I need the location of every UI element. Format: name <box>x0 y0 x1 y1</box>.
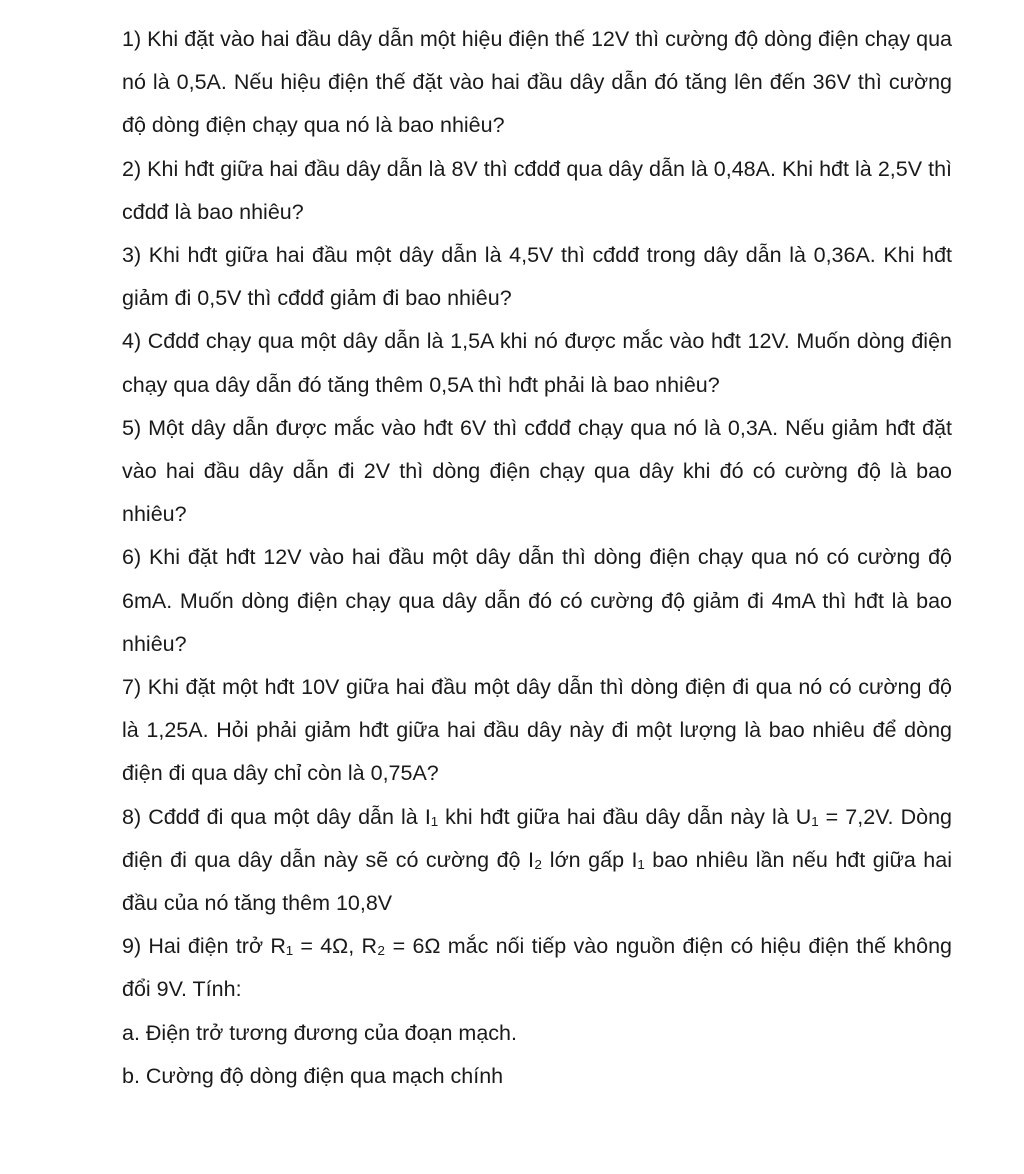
question-7: 7) Khi đặt một hđt 10V giữa hai đầu một dây dẫn thì dòng điện đi qua nó có cường độ là 1,25A. Hỏi phải giảm hđt giữa hai đầu dây này đi một lượng là bao nhiêu để dòng điện đi qua dây chỉ còn là 0,75A? <box>122 675 952 786</box>
question-2: 2) Khi hđt giữa hai đầu dây dẫn là 8V thì cđdđ qua dây dẫn là 0,48A. Khi hđt là 2,5V thì cđdđ là bao nhiêu? <box>122 156 952 224</box>
question-5: 5) Một dây dẫn được mắc vào hđt 6V thì cđdđ chạy qua nó là 0,3A. Nếu giảm hđt đặt vào hai đầu dây dẫn đi 2V thì dòng điện chạy qua dây khi đó có cường độ là bao nhiêu? <box>122 415 952 527</box>
document-page <box>122 18 952 1098</box>
question-9: 9) Hai điện trở R₁ = 4Ω, R₂ = 6Ω mắc nối tiếp vào nguồn điện có hiệu điện thế không đổi 9V. Tính: <box>122 934 952 1002</box>
question-9-part-b: b. Cường độ dòng điện qua mạch chính <box>122 1063 504 1088</box>
question-6: 6) Khi đặt hđt 12V vào hai đầu một dây dẫn thì dòng điện chạy qua nó có cường độ 6mA. Muốn dòng điện chạy qua dây dẫn đó có cường độ giảm đi 4mA thì hđt là bao nhiêu? <box>122 545 952 656</box>
question-8: 8) Cđdđ đi qua một dây dẫn là I₁ khi hđt giữa hai đầu dây dẫn này là U₁ = 7,2V. Dòng điện đi qua dây dẫn này sẽ có cường độ I₂ lớn gấp I₁ bao nhiêu lần nếu hđt giữa hai đầu của nó tăng thêm 10,8V <box>122 804 952 916</box>
question-4: 4) Cđdđ chạy qua một dây dẫn là 1,5A khi nó được mắc vào hđt 12V. Muốn dòng điện chạy qua dây dẫn đó tăng thêm 0,5A thì hđt phải là bao nhiêu? <box>122 329 952 397</box>
question-9-part-a: a. Điện trở tương đương của đoạn mạch. <box>122 1020 517 1045</box>
question-3: 3) Khi hđt giữa hai đầu một dây dẫn là 4,5V thì cđdđ trong dây dẫn là 0,36A. Khi hđt giảm đi 0,5V thì cđdđ giảm đi bao nhiêu? <box>122 243 952 311</box>
question-1: 1) Khi đặt vào hai đầu dây dẫn một hiệu điện thế 12V thì cường độ dòng điện chạy qua nó là 0,5A. Nếu hiệu điện thế đặt vào hai đầu dây dẫn đó tăng lên đến 36V thì cường độ dòng điện chạy qua nó là bao nhiêu? <box>122 27 952 138</box>
